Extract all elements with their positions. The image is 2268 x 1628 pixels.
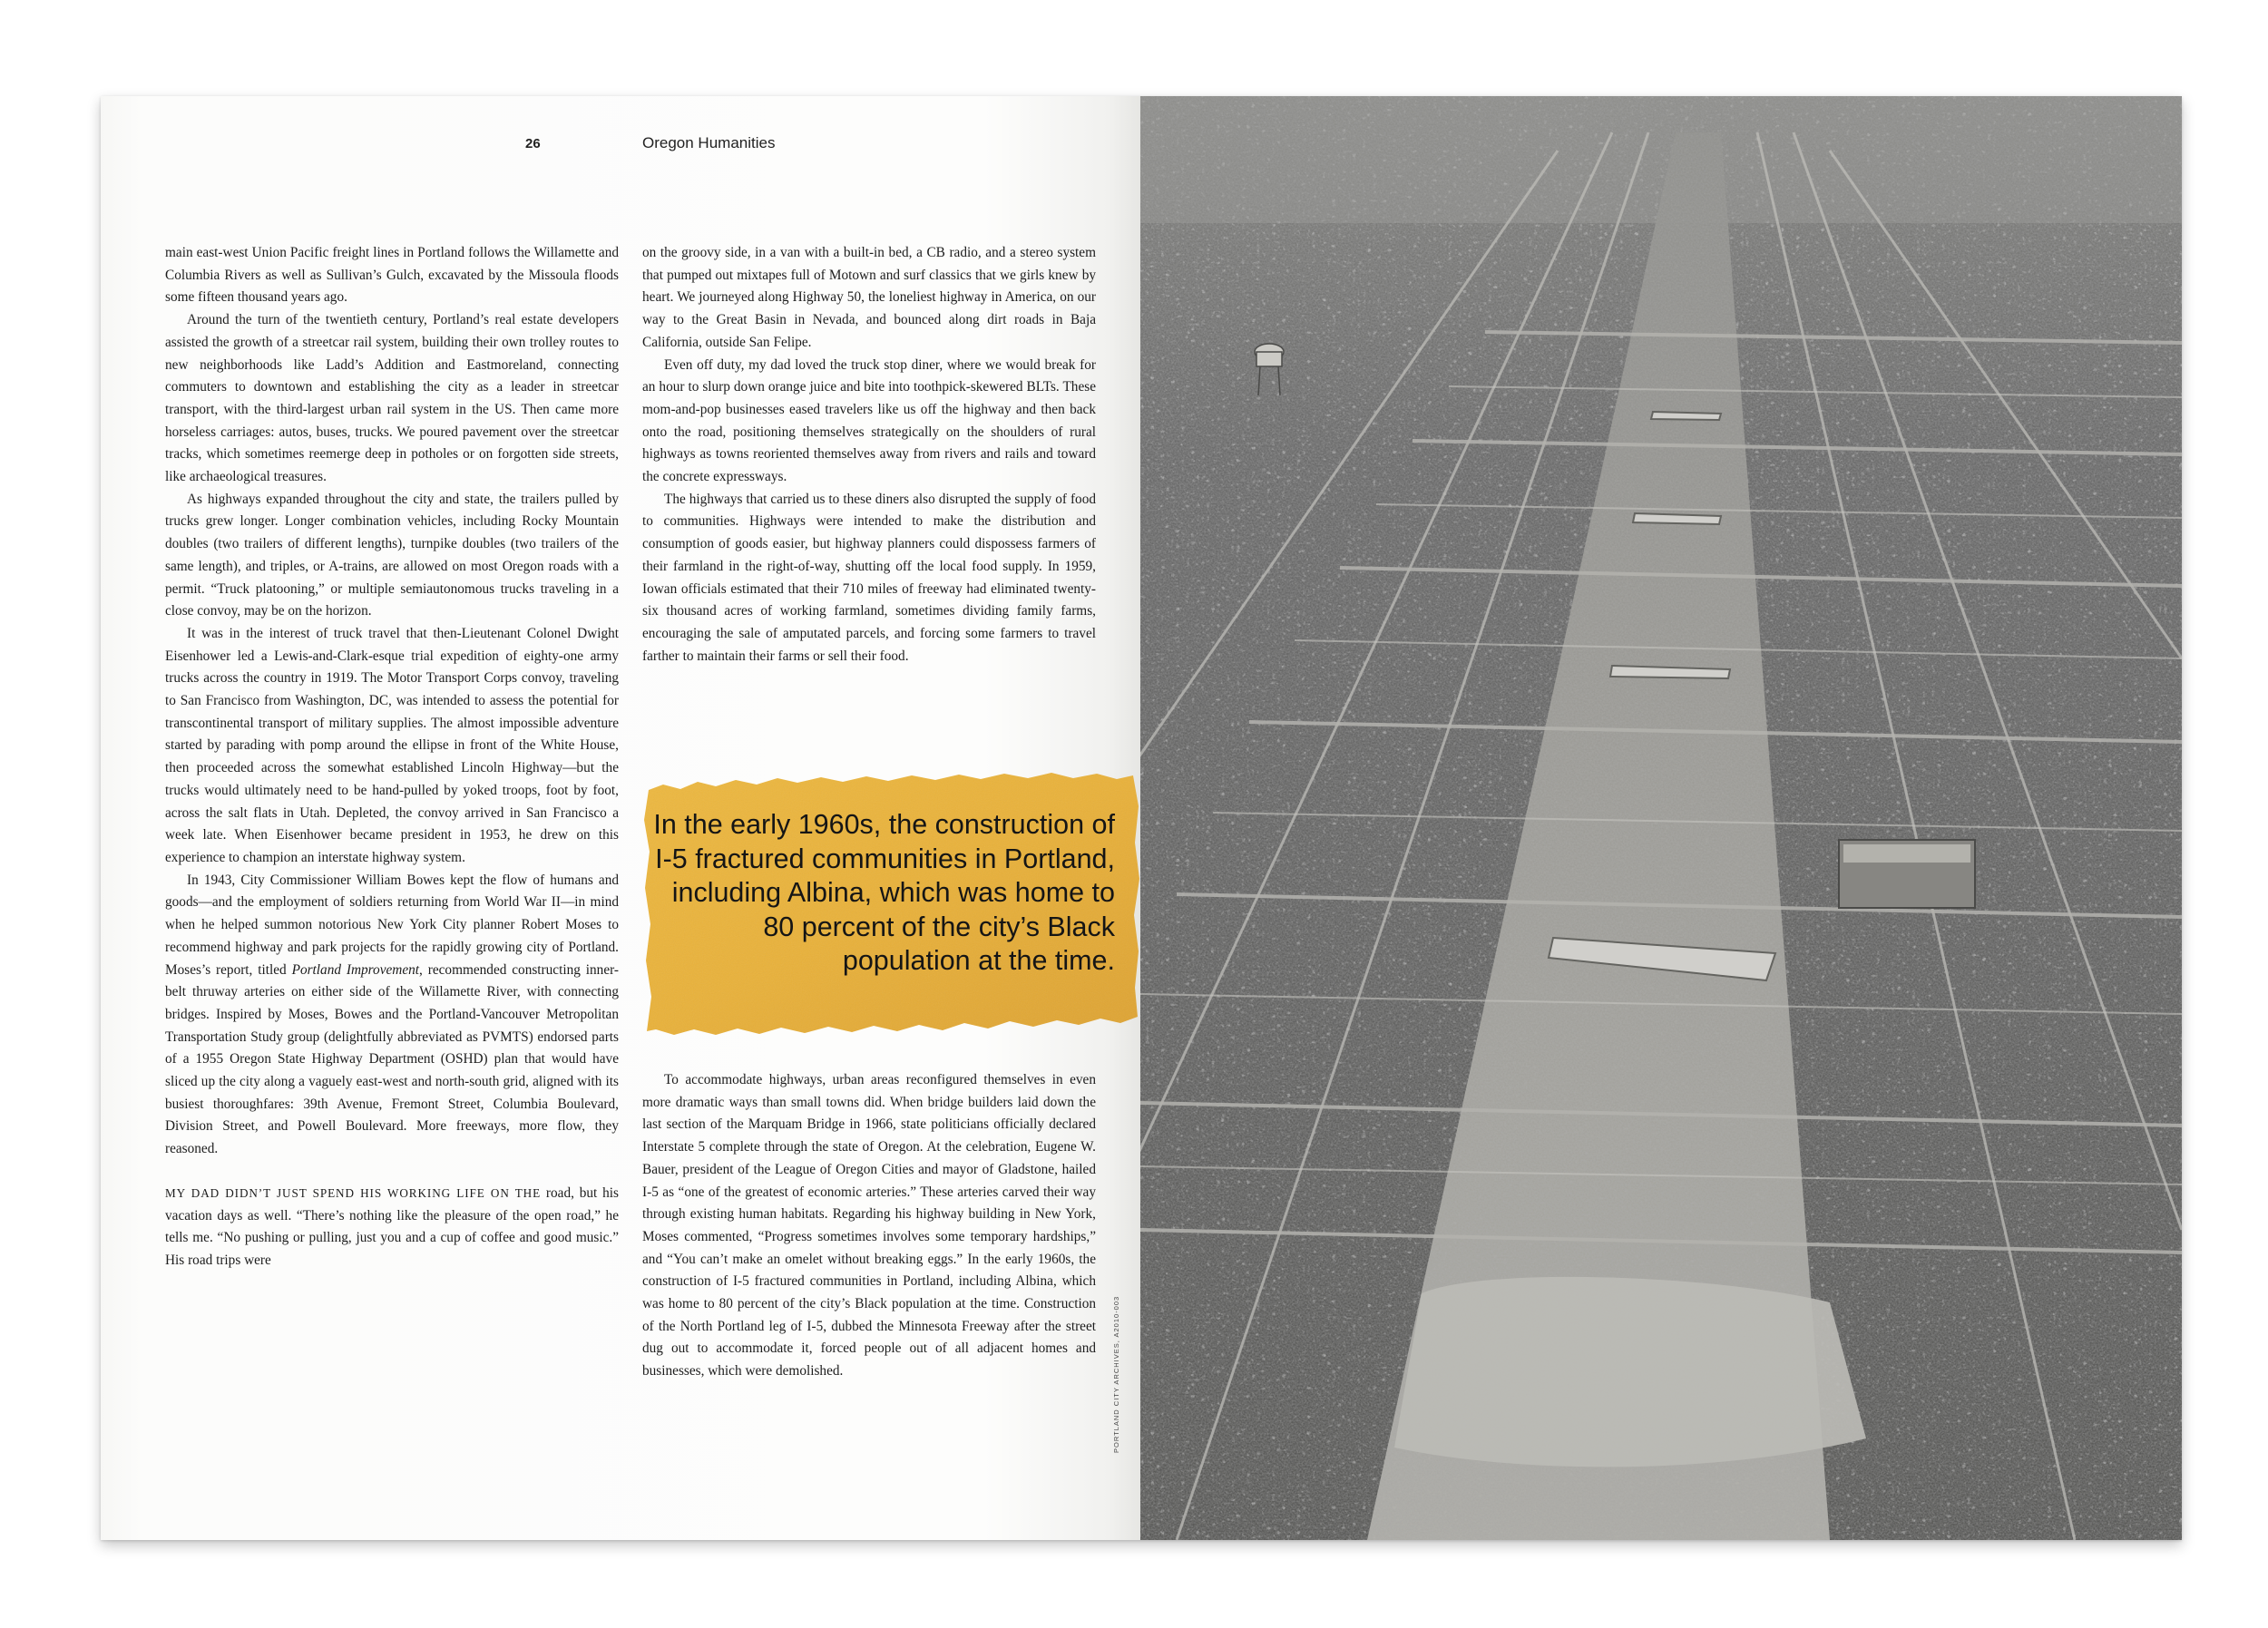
text-run: , recommended constructing inner-belt thruway arteries on either side of the Willamette River, with connecting bridges. Inspired by Moses, Bowes and the Portland-Vancouver Metropolitan Transportation Study group (delightfully abbreviated as PVMTS) endorsed parts of a 1955 Oregon State Highway Department (OSHD) plan that would have sliced up the city along a vaguely east-west and north-south grid, aligned with its busiest thoroughfares: 39th Avenue, Fremont Street, Columbia Boulevard, Division Street, and Powell Boulevard. More freeways, more flow, they reasoned. [165, 961, 619, 1157]
paragraph: The highways that carried us to these diners also disrupted the supply of food to communities. Highways were intended to make the distribution and consumption of goods easier, but highway planners could dispossess farmers of their farmland in the right-of-way, shutting off the local food supply. In 1959, Iowan officials estimated that their 710 miles of freeway had eliminated twenty-six thousand acres of working farmland, sometimes dividing family farms, encouraging the sale of amputated parcels, and forcing some farmers to travel farther to maintain their farms or sell their food. [642, 491, 1096, 664]
pull-quote [643, 770, 1140, 1037]
page-number: 26 [525, 136, 541, 151]
publication-title: Oregon Humanities [642, 134, 776, 151]
paragraph: Even off duty, my dad loved the truck stop diner, where we would break for an hour to slurp down orange juice and bite into toothpick-skewered BLTs. These mom-and-pop businesses eased travelers like us off the highway and then back onto the road, positioning themselves strategically on the shoulders of rural highways as towns reoriented themselves away from rivers and rails and toward the concrete expressways. [642, 356, 1096, 485]
text-run: In 1943, City Commissioner William Bowes kept the flow of humans and goods—and the employment of soldiers returning from World War II—in mind when he helped summon notorious New York City planner Robert Moses to recommend highway and park projects for the rapidly growing city of Portland. Moses’s report, titled [165, 872, 619, 978]
aerial-photograph [1140, 96, 2182, 1540]
text-column-2 [642, 242, 1096, 668]
paragraph: Around the turn of the twentieth century, Portland’s real estate developers assisted the growth of a streetcar rail system, building their own trolley routes to new neighborhoods like Ladd’s Addition and Eastmoreland, connecting commuters to downtown and establishing the city as a leader in streetcar transport, with the third-largest urban rail system in the US. Then came more horseless carriages: autos, buses, trucks. We poured pavement over the streetcar tracks, which sometimes reemerge deep in potholes or on forgotten side streets, like archaeological treasures. [165, 312, 619, 485]
paragraph: As highways expanded throughout the city and state, the trailers pulled by trucks grew longer. Longer combination vehicles, including Rocky Mountain doubles (two trailers of different lengths), turnpike doubles (two trailers of the same length), and triples, or A-trains, are allowed on most Oregon roads with a permit. “Truck platooning,” or multiple semiautonomous trucks traveling in a close convoy, may be on the horizon. [165, 491, 619, 619]
left-page [101, 96, 1140, 1540]
pull-quote-text: In the early 1960s, the construction of I-5 fractured communities in Portland, including Albina, which was home to 80 percent of the city’s Black population at the time. [653, 809, 1115, 976]
paragraph: main east-west Union Pacific freight lines in Portland follows the Willamette and Columbia Rivers as well as Sullivan’s Gulch, excavated by the Missoula floods some fifteen thousand years ago. [165, 245, 619, 306]
section-lead-in: MY DAD DIDN’T JUST SPEND HIS WORKING LIFE ON THE [165, 1185, 542, 1200]
section-opening-paragraph [165, 1183, 619, 1272]
magazine-spread [101, 96, 2182, 1540]
text-column-3 [642, 1069, 1096, 1383]
report-title: Portland Improvement [291, 961, 420, 978]
text-column-1 [165, 242, 619, 1272]
paragraph [165, 870, 619, 1161]
text-run: road, but his vacation days as well. “There’s nothing like the pleasure of the open road,” he tells me. “No pushing or pulling, just you and a cup of coffee and good music.” His road trips were [165, 1184, 619, 1268]
paragraph: To accommodate highways, urban areas reconfigured themselves in even more dramatic ways than small towns did. When bridge builders laid down the last section of the Marquam Bridge in 1966, state politicians officially declared Interstate 5 complete through the state of Oregon. At the celebration, Eugene W. Bauer, president of the League of Oregon Cities and mayor of Gladstone, hailed I-5 as “one of the greatest of economic arteries.” These arteries carved their way through existing human habitats. Regarding his highway building in New York, Moses commented, “Progress sometimes involves some temporary hardships,” and “You can’t make an omelet without breaking eggs.” In the early 1960s, the construction of I-5 fractured communities in Portland, including Albina, which was home to 80 percent of the city’s Black population at the time. Construction of the North Portland leg of I-5, dubbed the Minnesota Freeway after the street dug out to accommodate it, forced people out of all adjacent homes and businesses, which were demolished. [642, 1072, 1096, 1379]
paragraph: It was in the interest of truck travel that then-Lieutenant Colonel Dwight Eisenhower led a Lewis-and-Clark-esque trial expedition of eighty-one army trucks across the country in 1919. The Motor Transport Corps convoy, traveling to San Francisco from Washington, DC, was intended to assess the potential for transcontinental transport of military supplies. The almost impossible adventure started by parading with pomp around the ellipse in front of the White House, then proceeded across the somewhat established Lincoln Highway—but the trucks would ultimately need to be hand-pulled by yoked troops, foot by foot, across the salt flats in Utah. Depleted, the convoy arrived in San Francisco a week late. When Eisenhower became president in 1953, he drew on this experience to champion an interstate highway system. [165, 625, 619, 865]
photo-credit: PORTLAND CITY ARCHIVES, A2010-003 [1112, 1295, 1120, 1453]
right-page-photo [1140, 96, 2182, 1540]
paragraph: on the groovy side, in a van with a built-in bed, a CB radio, and a stereo system that pumped out mixtapes full of Motown and surf classics that we girls knew by heart. We journeyed along Highway 50, the loneliest highway in America, on our way to the Great Basin in Nevada, and bounced along dirt roads in Baja California, outside San Felipe. [642, 245, 1096, 350]
